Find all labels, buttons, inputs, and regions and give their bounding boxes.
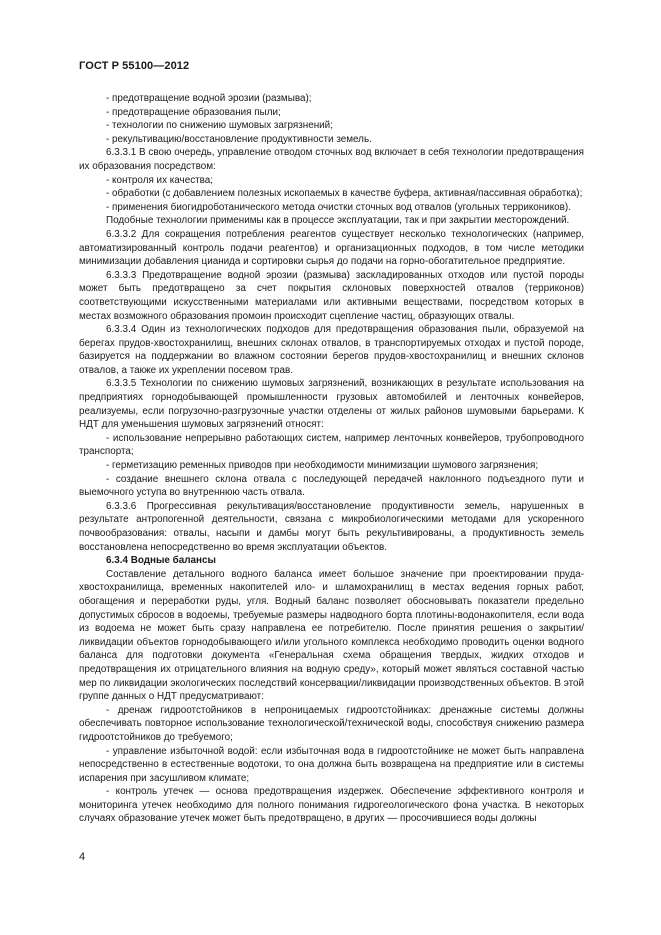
paragraph: 6.3.3.4 Один из технологических подходов для предотвращения образования пыли, образуемой на берегах прудов-хвостохранилищ, внешних склонах отвалов, в транспортируемых отходах и пустой породе, базируется на поддержании во влажном состоянии берегов прудов-хвостохранилищ и внешних склонов отвалов, а также их укреплении посевом трав.: [79, 324, 584, 376]
list-item: - дренаж гидроотстойников в непроницаемых гидроотстойниках: дренажные системы должны обеспечивать повторное использование технологической/технической воды, способствуя снижению размера гидроотстойников до требуемого;: [79, 704, 584, 743]
paragraph: 6.3.3.3 Предотвращение водной эрозии (размыва) заскладированных отходов или пустой породы может быть предотвращено за счет покрытия склоновых поверхностей отвалов (терриконов) соответствующими искусственными материалами или активными веществами, посредством которых в местах возможного образования промоин происходит сцепление частиц, образующих отвалы.: [79, 269, 584, 322]
document-body: [79, 92, 584, 826]
list-item: - технологии по снижению шумовых загрязнений;: [106, 120, 333, 132]
standard-header: ГОСТ Р 55100—2012: [79, 60, 190, 72]
list-item: - обработки (с добавлением полезных ископаемых в качестве буфера, активная/пассивная обработка);: [106, 188, 583, 200]
paragraph: 6.3.3.2 Для сокращения потребления реагентов существует несколько технологических (например, автоматизированный контроль подачи реагентов) и организационных подходов, в том числе методики минимизации добавления цианида и сортировки сырья до подачи на горно-обогатительное предприятие.: [79, 228, 584, 268]
list-item: - контроль утечек — основа предотвращения издержек. Обеспечение эффективного контроля и мониторинга утечек необходимо для полного понимания гидрогеологического фона участка. В некоторых случаях образование утечек может быть предотвращено, в других — просочившиеся воды должны: [79, 786, 584, 825]
list-item: - применения биогидроботанического метода очистки сточных вод отвалов (угольных террикоников).: [106, 201, 571, 213]
paragraph: 6.3.3.1 В свою очередь, управление отводом сточных вод включает в себя технологии предотвращения их образования посредством:: [79, 147, 584, 172]
list-item: - рекультивацию/восстановление продуктивности земель.: [106, 133, 372, 145]
paragraph: Подобные технологии применимы как в процессе эксплуатации, так и при закрытии месторождений.: [106, 215, 570, 227]
list-item: - создание внешнего склона отвала с последующей передачей наклонного подъездного пути и выемочного уступа во внутреннюю часть отвала.: [79, 473, 584, 499]
list-item: - контроля их качества;: [106, 174, 214, 186]
list-item: - герметизацию ременных приводов при необходимости минимизации шумового загрязнения;: [106, 460, 539, 472]
paragraph: Составление детального водного баланса имеет большое значение при проектировании пруда-хвостохранилища, временных накопителей ило- и шламохранилищ в местах ведения горных работ, обогащения и переработки руды, угля. Водный баланс позволяет обосновывать показатели предельно допустимых сбросов в водоемы, требуемые размеры надводного борта плотины-водонакопителя, если вода из водоема не может быть сразу направлена ее потребителю. После принятия решения о закрытии/ликвидации объектов горнодобывающего и/или угольного комплекса необходимо проводить оценки водного баланса для подготовки документа «Генеральная схема обращения твердых, жидких отходов и предотвращения их отрицательного влияния на водную среду», который может являться составной частью мер по ликвидации экологических последствий консервации/ликвидации производственных объектов. В этой группе данных о НДТ предусматривают:: [79, 568, 584, 703]
page-number: 4: [79, 851, 86, 863]
section-heading: 6.3.4 Водные балансы: [106, 555, 216, 567]
list-item: - предотвращение образования пыли;: [106, 106, 281, 118]
paragraph: 6.3.3.5 Технологии по снижению шумовых загрязнений, возникающих в результате использования на предприятиях горнодобывающей промышленности грузовых автомобилей и ленточных конвейеров, реализуемы, если погрузочно-разгрузочные участки отделены от жилых районов шумовыми барьерами. К НДТ для уменьшения шумовых загрязнений относят:: [79, 378, 584, 431]
list-item: - предотвращение водной эрозии (размыва);: [106, 93, 312, 104]
paragraph: 6.3.3.6 Прогрессивная рекультивация/восстановление продуктивности земель, нарушенных в результате антропогенной деятельности, связана с микробиологическими методами для ускоренного почвообразования: отвалы, насыпи и дамбы могут быть рекультивированы, а продуктивность земель восстановлена непосредственно во время эксплуатации объектов.: [79, 500, 584, 553]
list-item: - использование непрерывно работающих систем, например ленточных конвейеров, трубопроводного транспорта;: [79, 432, 584, 458]
list-item: - управление избыточной водой: если избыточная вода в гидроотстойнике не может быть направлена непосредственно в естественные водотоки, то она должна быть возвращена на предприятие или в системы испарения при засушливом климате;: [79, 745, 584, 784]
